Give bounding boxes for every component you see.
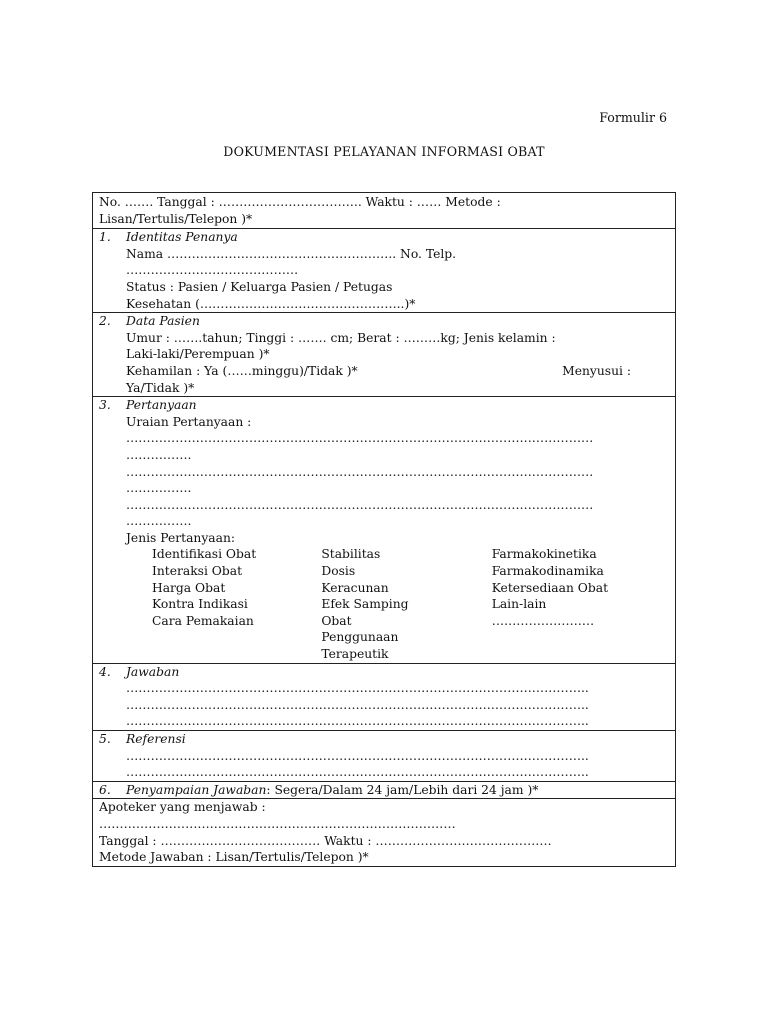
option-item: Harga Obat [152, 580, 226, 595]
jenis-pertanyaan-options [99, 546, 671, 662]
uraian-dots-long: …………………………………………………………………………………………………… [126, 464, 594, 479]
section-apoteker [93, 798, 675, 865]
no-tanggal-waktu-line: No. ……. Tanggal : …………………………….. Waktu : …… Metode : [99, 195, 501, 209]
kehamilan-menyusui-line [99, 363, 671, 380]
jawaban-dots: ………………………………………………………………………………………………….. [126, 681, 589, 696]
options-column-2 [321, 546, 491, 662]
form-table [92, 192, 676, 867]
option-item: Kontra Indikasi [152, 597, 248, 612]
document-title: DOKUMENTASI PELAYANAN INFORMASI OBAT [223, 144, 545, 159]
section-number: 6. [99, 782, 111, 797]
metode-jawaban-line: Metode Jawaban : Lisan/Tertulis/Telepon )* [99, 850, 369, 865]
section-referensi [93, 730, 675, 781]
option-item: Dosis [321, 564, 356, 579]
section-heading: Referensi [126, 732, 186, 746]
option-item: Cara Pemakaian [152, 613, 254, 628]
section-penyampaian-jawaban [93, 781, 675, 799]
section-identitas-penanya [93, 228, 675, 312]
option-item: Identifikasi Obat [152, 547, 257, 562]
uraian-dots-long: …………………………………………………………………………………………………… [126, 431, 594, 446]
apoteker-label: Apoteker yang menjawab : [99, 800, 266, 815]
status-field: Status : Pasien / Keluarga Pasien / Petugas [126, 279, 393, 294]
option-item: Obat [321, 613, 352, 628]
jenis-pertanyaan-label: Jenis Pertanyaan: [126, 530, 236, 545]
uraian-dots-short: ……………. [126, 514, 192, 529]
section-heading: Jawaban [126, 664, 180, 679]
nama-field: Nama ……………………………………………….. No. Telp. [126, 246, 457, 261]
kesehatan-field: Kesehatan (…………………………………………..)* [126, 296, 416, 311]
form-number: Formulir 6 [599, 110, 667, 125]
telp-dots: …………………………………… [126, 263, 299, 278]
option-item: Stabilitas [321, 547, 381, 562]
option-item: Keracunan [321, 580, 389, 595]
section-data-pasien [93, 312, 675, 396]
penyampaian-options: : Segera/Dalam 24 jam/Lebih dari 24 jam )* [266, 782, 539, 797]
options-column-1 [152, 546, 321, 662]
uraian-label: Uraian Pertanyaan : [126, 414, 252, 429]
option-item: Ketersediaan Obat [491, 580, 609, 595]
option-item: Efek Samping [321, 597, 409, 612]
referensi-dots: ………………………………………………………………………………………………….. [126, 748, 589, 763]
metode-line: Lisan/Tertulis/Telepon )* [99, 211, 253, 226]
section-heading: Data Pasien [126, 314, 200, 329]
options-column-3 [492, 546, 671, 662]
uraian-dots-short: ……………. [126, 481, 192, 496]
menyusui-label: Menyusui : [562, 363, 631, 378]
option-item: Farmakodinamika [491, 564, 604, 579]
tanggal-waktu-line: Tanggal : ………………………………… Waktu : ……………………………………. [99, 833, 552, 848]
section-number: 1. [99, 230, 111, 245]
jawaban-dots: ………………………………………………………………………………………………….. [126, 714, 589, 729]
option-item: Terapeutik [321, 647, 389, 662]
section-number: 3. [99, 398, 111, 413]
section-jawaban [93, 663, 675, 730]
option-item: ……………………. [491, 613, 594, 628]
section-heading: Identitas Penanya [126, 230, 238, 245]
jenis-kelamin-options: Laki-laki/Perempuan )* [126, 347, 270, 362]
section-heading: Penyampaian Jawaban [126, 782, 267, 797]
umur-line: Umur : …….tahun; Tinggi : ……. cm; Berat : ………kg; Jenis kelamin : [126, 330, 556, 345]
jawaban-dots: ………………………………………………………………………………………………….. [126, 697, 589, 712]
section-number: 5. [99, 732, 111, 746]
referensi-dots: ………………………………………………………………………………………………….. [126, 765, 589, 780]
section-number: 4. [99, 664, 111, 679]
section-pertanyaan [93, 396, 675, 663]
row-general [93, 193, 675, 228]
option-item: Farmakokinetika [491, 547, 597, 562]
kehamilan-field: Kehamilan : Ya (……minggu)/Tidak )* [126, 363, 358, 378]
menyusui-options: Ya/Tidak )* [126, 380, 195, 395]
section-number: 2. [99, 314, 111, 329]
uraian-dots-short: ……………. [126, 447, 192, 462]
option-item: Penggunaan [321, 630, 399, 645]
section-heading: Pertanyaan [126, 398, 197, 413]
option-item: Lain-lain [491, 597, 547, 612]
uraian-dots-long: …………………………………………………………………………………………………… [126, 497, 594, 512]
option-item: Interaksi Obat [152, 564, 243, 579]
apoteker-dots: …………………………………………………………………………… [99, 816, 456, 831]
